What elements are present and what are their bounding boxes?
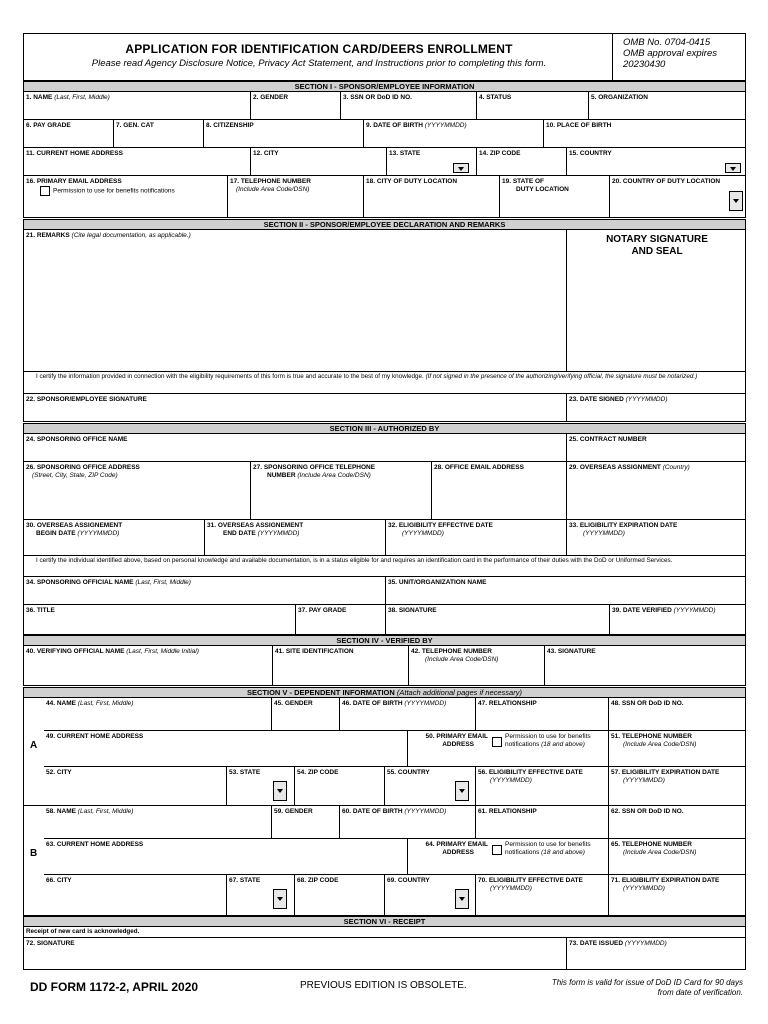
dep-a-gender-field[interactable]: 45. GENDER xyxy=(272,698,340,730)
dep-b-city-field[interactable]: 66. CITY xyxy=(44,875,227,915)
office-email-field[interactable]: 28. OFFICE EMAIL ADDRESS xyxy=(432,462,567,519)
date-signed-field[interactable]: 23. DATE SIGNED (YYYYMMDD) xyxy=(569,396,668,403)
duty-country-field[interactable]: 20. COUNTRY OF DUTY LOCATION xyxy=(610,176,745,217)
dep-a-expiration-date-field[interactable]: 57. ELIGIBILITY EXPIRATION DATE (YYYYMMDD) xyxy=(611,769,720,784)
chevron-down-icon[interactable] xyxy=(729,191,743,211)
row-52 xyxy=(44,767,746,806)
eligibility-expiration-date-field[interactable]: 33. ELIGIBILITY EXPIRATION DATE (YYYYMMDD) xyxy=(569,522,678,537)
form-number: DD FORM 1172-2, APRIL 2020 xyxy=(30,980,199,994)
dep-a-email-field[interactable]: 50. PRIMARY EMAIL ADDRESS Permission to use for benefits notifications (18 and above) xyxy=(408,731,609,766)
row-44 xyxy=(44,698,746,731)
dep-a-city-field[interactable]: 52. CITY xyxy=(44,767,227,805)
duty-city-field[interactable]: 18. CITY OF DUTY LOCATION xyxy=(364,176,500,217)
remarks-field[interactable]: 21. REMARKS (Cite legal documentation, as applicable.) xyxy=(24,230,567,371)
dep-a-telephone-field[interactable]: 51. TELEPHONE NUMBER (Include Area Code/DSN) xyxy=(611,733,697,748)
home-address-field[interactable]: 11. CURRENT HOME ADDRESS xyxy=(24,148,251,175)
row-30 xyxy=(23,520,746,556)
dep-a-name-field[interactable]: 44. NAME (Last, First, Middle) xyxy=(44,698,272,730)
row-49 xyxy=(44,731,746,767)
checkbox-icon[interactable] xyxy=(492,845,502,855)
row-66 xyxy=(44,875,746,916)
dep-a-effective-date-field[interactable]: 56. ELIGIBILITY EFFECTIVE DATE (YYYYMMDD) xyxy=(476,767,609,805)
dob-field[interactable]: 9. DATE OF BIRTH (YYYYMMDD) xyxy=(364,120,544,147)
section-1-header: SECTION I - SPONSOR/EMPLOYEE INFORMATION xyxy=(23,81,746,92)
dep-b-telephone-field[interactable]: 65. TELEPHONE NUMBER (Include Area Code/DSN) xyxy=(611,841,697,856)
dependent-a-letter-cell xyxy=(24,698,45,806)
country-field[interactable]: 15. COUNTRY xyxy=(567,148,745,175)
section-4-header: SECTION IV - VERIFIED BY xyxy=(23,635,746,646)
verifier-telephone-field[interactable]: 42. TELEPHONE NUMBER (Include Area Code/DSN) xyxy=(409,646,545,685)
dep-a-dob-field[interactable]: 46. DATE OF BIRTH (YYYYMMDD) xyxy=(340,698,476,730)
form-subtitle: Please read Agency Disclosure Notice, Privacy Act Statement, and Instructions prior to completing this form. xyxy=(91,58,547,69)
dep-a-ssn-field[interactable]: 48. SSN OR DoD ID NO. xyxy=(611,700,684,707)
sponsor-signature-field[interactable]: 22. SPONSOR/EMPLOYEE SIGNATURE xyxy=(24,394,567,421)
checkbox-icon[interactable] xyxy=(492,737,502,747)
previous-edition-note: PREVIOUS EDITION IS OBSOLETE. xyxy=(300,980,467,991)
status-field[interactable]: 4. STATUS xyxy=(477,92,589,119)
ssn-field[interactable]: 3. SSN OR DoD ID NO. xyxy=(341,92,477,119)
receipt-acknowledgement: Receipt of new card is acknowledged. xyxy=(23,927,746,938)
checkbox-icon[interactable] xyxy=(40,186,50,196)
dep-b-gender-field[interactable]: 59. GENDER xyxy=(272,806,340,838)
duty-state-field[interactable]: 19. STATE OF DUTY LOCATION xyxy=(500,176,610,217)
form-title: APPLICATION FOR IDENTIFICATION CARD/DEERS ENROLLMENT xyxy=(125,42,513,56)
form-header xyxy=(23,33,746,81)
row-36 xyxy=(23,605,746,635)
dep-b-zip-field[interactable]: 68. ZIP CODE xyxy=(295,875,385,915)
date-verified-field[interactable]: 39. DATE VERIFIED (YYYYMMDD) xyxy=(612,607,716,614)
dep-a-relationship-field[interactable]: 47. RELATIONSHIP xyxy=(476,698,609,730)
dep-b-relationship-field[interactable]: 61. RELATIONSHIP xyxy=(476,806,609,838)
dep-b-address-field[interactable]: 63. CURRENT HOME ADDRESS xyxy=(44,839,408,874)
citizenship-field[interactable]: 8. CITIZENSHIP xyxy=(204,120,364,147)
gen-cat-field[interactable]: 7. GEN. CAT xyxy=(114,120,204,147)
row-24 xyxy=(23,434,746,462)
dep-b-expiration-date-field[interactable]: 71. ELIGIBILITY EXPIRATION DATE (YYYYMMDD) xyxy=(611,877,720,892)
dep-b-dob-field[interactable]: 60. DATE OF BIRTH (YYYYMMDD) xyxy=(340,806,476,838)
sponsoring-office-telephone-field[interactable]: 27. SPONSORING OFFICE TELEPHONE NUMBER (Include Area Code/DSN) xyxy=(251,462,432,519)
row-26 xyxy=(23,462,746,520)
authorization-certification: I certify the individual identified above, based on personal knowledge and available documentation, is in a status eligible for and requires an identification card in the performance of their duties with the DoD or Uniformed Services. xyxy=(23,556,746,577)
dep-a-country-field[interactable]: 55. COUNTRY xyxy=(385,767,476,805)
sponsoring-office-address-field[interactable]: 26. SPONSORING OFFICE ADDRESS (Street, City, State, ZIP Code) xyxy=(24,462,251,519)
site-identification-field[interactable]: 41. SITE IDENTIFICATION xyxy=(273,646,409,685)
dep-b-email-field[interactable]: 64. PRIMARY EMAIL ADDRESS Permission to use for benefits notifications (18 and above) xyxy=(408,839,609,874)
name-field[interactable]: 1. NAME (Last, First, Middle) xyxy=(24,92,251,119)
row-40 xyxy=(23,646,746,686)
email-field[interactable]: 16. PRIMARY EMAIL ADDRESS Permission to use for benefits notifications xyxy=(24,176,228,217)
chevron-down-icon[interactable] xyxy=(453,163,469,173)
telephone-field[interactable]: 17. TELEPHONE NUMBER (Include Area Code/DSN) xyxy=(228,176,364,217)
form-frame xyxy=(23,33,746,977)
pay-grade-official-field[interactable]: 37. PAY GRADE xyxy=(296,605,386,634)
place-of-birth-field[interactable]: 10. PLACE OF BIRTH xyxy=(546,122,612,129)
row-signature xyxy=(23,394,746,422)
unit-organization-field[interactable]: 35. UNIT/ORGANIZATION NAME xyxy=(388,579,487,586)
contract-number-field[interactable]: 25. CONTRACT NUMBER xyxy=(569,436,647,443)
section-2-header: SECTION II - SPONSOR/EMPLOYEE DECLARATION AND REMARKS xyxy=(23,219,746,230)
overseas-assignment-field[interactable]: 29. OVERSEAS ASSIGNMENT (Country) xyxy=(569,464,690,471)
dep-a-zip-field[interactable]: 54. ZIP CODE xyxy=(295,767,385,805)
receipt-signature-field[interactable]: 72. SIGNATURE xyxy=(24,938,567,969)
dep-b-ssn-field[interactable]: 62. SSN OR DoD ID NO. xyxy=(611,808,684,815)
row-1 xyxy=(23,92,746,120)
omb-block xyxy=(612,34,747,80)
validity-note: This form is valid for issue of DoD ID Card for 90 days from date of verification. xyxy=(551,978,743,997)
chevron-down-icon[interactable] xyxy=(725,163,741,173)
dep-b-country-field[interactable]: 69. COUNTRY xyxy=(385,875,476,915)
row-63 xyxy=(44,839,746,875)
remarks-row xyxy=(23,230,746,372)
row-34 xyxy=(23,577,746,605)
overseas-end-date-field[interactable]: 31. OVERSEAS ASSIGNEMENT END DATE (YYYYMMDD) xyxy=(205,520,386,555)
row-58 xyxy=(44,806,746,839)
eligibility-effective-date-field[interactable]: 32. ELIGIBILITY EFFECTIVE DATE (YYYYMMDD) xyxy=(386,520,567,555)
omb-number: OMB No. 0704-0415 xyxy=(623,37,711,48)
omb-date: 20230430 xyxy=(623,59,666,70)
city-field[interactable]: 12. CITY xyxy=(251,148,387,175)
zip-code-field[interactable]: 14. ZIP CODE xyxy=(477,148,567,175)
organization-field[interactable]: 5. ORGANIZATION xyxy=(591,94,648,101)
sponsoring-official-name-field[interactable]: 34. SPONSORING OFFICIAL NAME (Last, First, Middle) xyxy=(24,577,386,604)
dependent-b-letter-cell xyxy=(24,806,45,916)
notary-box: NOTARY SIGNATURE AND SEAL xyxy=(606,234,708,257)
row-4 xyxy=(23,176,746,218)
date-issued-field[interactable]: 73. DATE ISSUED (YYYYMMDD) xyxy=(569,940,667,947)
section-6-header: SECTION VI - RECEIPT xyxy=(23,916,746,927)
sponsoring-office-name-field[interactable]: 24. SPONSORING OFFICE NAME xyxy=(24,434,567,461)
dep-b-name-field[interactable]: 58. NAME (Last, First, Middle) xyxy=(44,806,272,838)
row-3 xyxy=(23,148,746,176)
row-2 xyxy=(23,120,746,148)
dep-b-state-field[interactable]: 67. STATE xyxy=(227,875,295,915)
dep-a-address-field[interactable]: 49. CURRENT HOME ADDRESS xyxy=(44,731,408,766)
dep-a-state-field[interactable]: 53. STATE xyxy=(227,767,295,805)
dependent-b-label: B xyxy=(30,848,38,859)
dep-b-effective-date-field[interactable]: 70. ELIGIBILITY EFFECTIVE DATE (YYYYMMDD) xyxy=(476,875,609,915)
section-3-header: SECTION III - AUTHORIZED BY xyxy=(23,423,746,434)
dependent-a-label: A xyxy=(30,740,38,751)
chevron-down-icon[interactable] xyxy=(273,781,287,801)
certification-statement: I certify the information provided in connection with the eligibility requirements of this form is true and accurate to the best of my knowledge. (If not signed in the presence of the authorizing/verifying official, the signature must be notarized.) xyxy=(23,372,746,394)
state-field[interactable]: 13. STATE xyxy=(387,148,477,175)
official-signature-field[interactable]: 38. SIGNATURE xyxy=(386,605,610,634)
omb-expires: OMB approval expires xyxy=(623,48,717,59)
verifying-official-name-field[interactable]: 40. VERIFYING OFFICIAL NAME (Last, First, Middle Initial) xyxy=(24,646,273,685)
title-field[interactable]: 36. TITLE xyxy=(24,605,296,634)
gender-field[interactable]: 2. GENDER xyxy=(251,92,341,119)
verifier-signature-field[interactable]: 43. SIGNATURE xyxy=(547,648,596,655)
row-72 xyxy=(23,938,746,970)
section-5-header: SECTION V - DEPENDENT INFORMATION (Attach additional pages if necessary) xyxy=(23,687,746,698)
chevron-down-icon[interactable] xyxy=(273,889,287,909)
overseas-begin-date-field[interactable]: 30. OVERSEAS ASSIGNEMENT BEGIN DATE (YYYYMMDD) xyxy=(24,520,205,555)
chevron-down-icon[interactable] xyxy=(455,889,469,909)
chevron-down-icon[interactable] xyxy=(455,781,469,801)
pay-grade-field[interactable]: 6. PAY GRADE xyxy=(24,120,114,147)
